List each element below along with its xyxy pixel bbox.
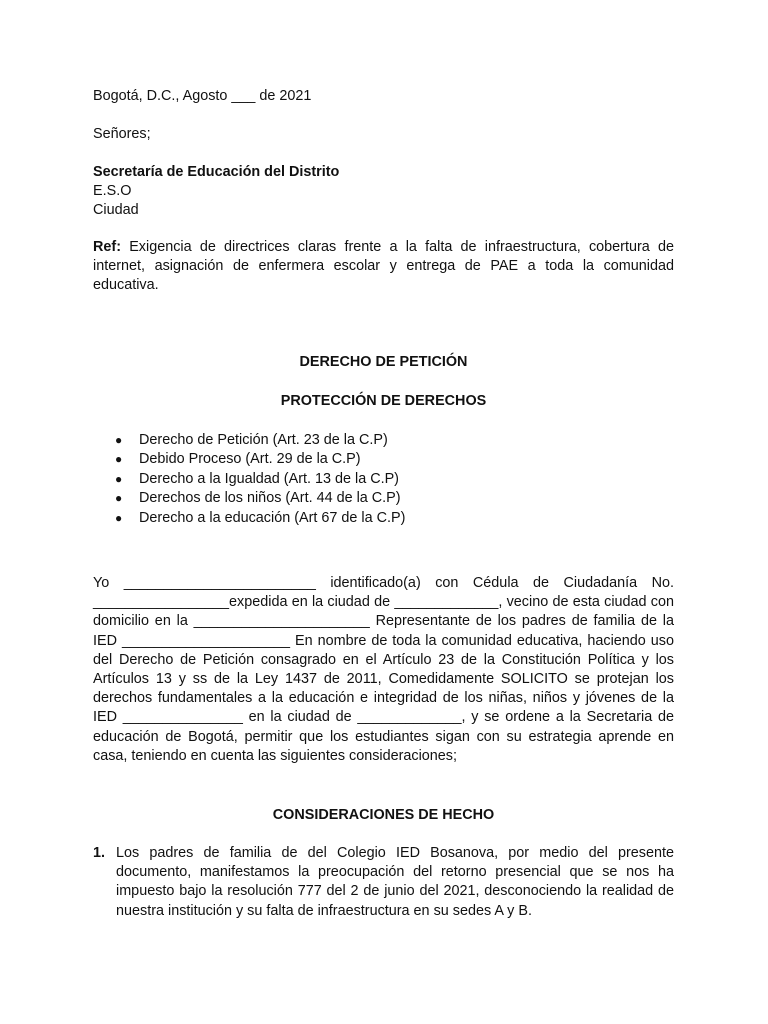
list-item <box>93 431 674 450</box>
bullet-icon: ● <box>115 433 123 447</box>
list-item <box>93 509 674 528</box>
list-item <box>93 844 674 921</box>
reference-text: Exigencia de directrices claras frente a la falta de infraestructura, cobertura de internet, asignación de enfermera escolar y entrega de PAE a toda la comunidad educativa. <box>93 239 674 294</box>
bullet-icon: ● <box>115 452 123 467</box>
considerations-title: CONSIDERACIONES DE HECHO <box>272 807 495 823</box>
fact-number: 1. <box>93 845 106 861</box>
fact-text: Los padres de familia de del Colegio IED Bosanova, por medio del presente documento, manifestamos la preocupación del retorno presencial que se nos ha impuesto bajo la resolución 777 del 2 de junio del 2021, desconociendo la realidad de nuestra institución y su falta de infraestructura en su sedes A y B. <box>116 845 674 919</box>
bullet-icon: ● <box>115 491 123 506</box>
list-item-label: Debido Proceso (Art. 29 de la C.P) <box>139 451 361 468</box>
rights-list <box>93 431 674 528</box>
list-item-label: Derecho a la educación (Art 67 de la C.P) <box>139 509 406 526</box>
recipient-line-3: Ciudad <box>93 202 139 219</box>
list-item <box>93 489 674 508</box>
list-item <box>93 450 674 469</box>
recipient-line-2: E.S.O <box>93 183 132 200</box>
list-item <box>93 470 674 489</box>
recipient-block <box>93 163 674 221</box>
bullet-icon: ● <box>115 471 123 486</box>
reference-label: Ref: <box>93 239 121 255</box>
list-item-label: Derecho de Petición (Art. 23 de la C.P) <box>139 432 388 448</box>
bullet-icon: ● <box>115 510 123 525</box>
salutation: Señores; <box>93 126 151 142</box>
list-item-label: Derecho a la Igualdad (Art. 13 de la C.P) <box>139 470 399 487</box>
reference-paragraph <box>93 238 674 296</box>
list-item-label: Derechos de los niños (Art. 44 de la C.P) <box>139 490 401 507</box>
body-paragraph: Yo ________________________ identificado(a) con Cédula de Ciudadanía No. _________________expedida en la ciudad de _____________, vecino de esta ciudad con domicilio en la ______________________ Representante de los padres de familia de la IED _____________________ En nombre de toda la comunidad educativa, haciendo uso del Derecho de Petición consagrado en el Artículo 23 de la Constitución Política y los Artículos 13 y ss de la Ley 1437 de 2011, Comedidamente SOLICITO se protejan los derechos fundamentales a la educación e integridad de los niñas, niños y jóvenes de la IED _______________ en la ciudad de _____________, y se ordene a la Secretaria de educación de Bogotá, permitir que los estudiantes sigan con su estrategia aprende en casa, teniendo en cuenta las siguientes consideraciones; <box>93 575 674 764</box>
facts-list <box>93 844 674 921</box>
document-title: DERECHO DE PETICIÓN <box>299 354 468 370</box>
place-date: Bogotá, D.C., Agosto ___ de 2021 <box>93 88 312 104</box>
rights-title: PROTECCIÓN DE DERECHOS <box>280 393 487 409</box>
recipient-name: Secretaría de Educación del Distrito <box>93 164 340 180</box>
